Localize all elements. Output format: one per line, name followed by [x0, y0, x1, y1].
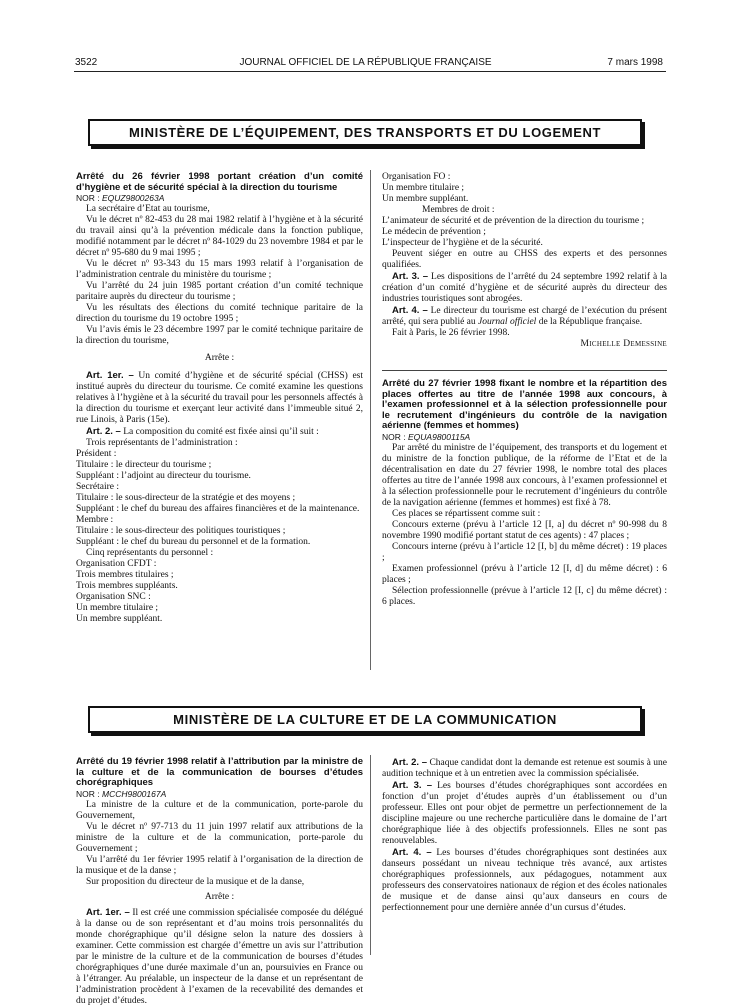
article-4 — [382, 847, 667, 914]
nor-label: NOR : — [76, 788, 100, 799]
decree-separator — [382, 370, 667, 371]
article-label: Art. 1er. – — [86, 906, 130, 918]
article-label: Art. 2. – — [86, 426, 121, 437]
nor-code: EQUA9800115A — [408, 431, 471, 442]
decree-title: Arrêté du 27 février 1998 fixant le nombre et la répartition des places offertes au titre de l’année 1998 aux concours, à l’examen professionnel et à la sélection professionnelle pour le recrutement d’ingénieurs du contrôle de la navigation aérienne (femmes et hommes) — [382, 378, 667, 431]
article-label: Art. 4. – — [392, 847, 432, 858]
article-4 — [382, 305, 667, 328]
list-line: Un membre titulaire ; — [76, 603, 159, 613]
decree-paragraph: Vu le décret nº 93-343 du 15 mars 1993 relatif à l’organisation de l’administration centrale du ministère du tourisme ; — [76, 259, 363, 280]
decree-paragraph: Sur proposition du directeur de la musique et de la danse, — [86, 876, 305, 887]
decree-title: Arrêté du 26 février 1998 portant création d’un comité d’hygiène et de sécurité spécial à la direction du tourisme — [76, 171, 363, 193]
nor-label: NOR : — [382, 431, 406, 442]
list-line: Organisation SNC : — [76, 592, 151, 602]
decree-paragraph: La ministre de la culture et de la communication, porte-parole du Gouvernement, — [76, 799, 363, 821]
list-line: Un membre suppléant. — [382, 194, 469, 204]
decree-paragraph: Sélection professionnelle (prévue à l’article 12 [I, c] du même décret) : 6 places. — [382, 585, 667, 607]
article-text: Chaque candidat dont la demande est retenue est soumis à une audition technique et à un entretien avec la commission spécialisée. — [382, 758, 667, 779]
nor-reference — [76, 789, 363, 800]
column-divider — [370, 755, 371, 955]
issue-date: 7 mars 1998 — [607, 57, 663, 68]
article-text: Il est créé une commission spécialisée composée du délégué à la danse ou de son représentant et d’au moins trois personnalités du monde chorégraphique qu’il désigne selon la nature des dossiers à examiner. Cette commission est chargée d’émettre un avis sur l’attribution par le ministre de la culture et de la communication de bourses d’études chorégraphiques d’une durée maximale d’un an, poursuivies en France ou à l’étranger. Au préalable, un inspecteur de la danse et un représentant de l’administration procèdent à l’examen de la recevabilité des demandes et du projet d’études. — [76, 907, 363, 1006]
article-text: Les bourses d’études chorégraphiques sont accordées en fonction d’un projet d’études auprès d’un établissement ou d’un professeur. Elles ont pour objet de permettre un perfectionnement de la discipline majeure ou une recherche particulière dans le domaine de l’art chorégraphique liée à des objectifs professionnels. Elles ne sont pas renouvelables. — [382, 781, 668, 846]
list-line: Trois membres suppléants. — [76, 581, 178, 591]
list-line: Trois membres titulaires ; — [76, 570, 174, 580]
list-line: Titulaire : le sous-directeur de la stratégie et des moyens ; — [76, 493, 296, 503]
list-line: Titulaire : le directeur du tourisme ; — [76, 460, 212, 470]
list-line: Un membre titulaire ; — [382, 183, 465, 193]
list-line: Organisation FO : — [382, 172, 451, 182]
nor-reference — [76, 193, 363, 204]
decree-paragraph: La secrétaire d’Etat au tourisme, — [86, 204, 210, 214]
decree-paragraph: Vu le décret nº 82-453 du 28 mai 1982 relatif à l’hygiène et à la sécurité du travail ainsi qu’à la prévention médicale dans la fonction publique, modifié notamment par le décret nº 84-1029 du 23 novembre 1984 et par le décret nº 95-680 du 9 mai 1995 ; — [76, 215, 363, 258]
list-line: Membres de droit : — [422, 205, 495, 215]
article-text: Un comité d’hygiène et de sécurité spécial (CHSS) est institué auprès du directeur du tourisme. Ce comité examine les questions relatives à l’hygiène et à la sécurité du travail pour les personnels affectés à la direction du tourisme et exerçant leur activité dans l’immeuble situé 2, rue Linois, à Paris (15e). — [76, 371, 363, 425]
arrete-heading: Arrête : — [204, 891, 235, 902]
journal-title: JOURNAL OFFICIEL DE LA RÉPUBLIQUE FRANÇAISE — [239, 57, 492, 68]
article-1 — [76, 907, 363, 1007]
article-text: Les bourses d’études chorégraphiques sont destinées aux danseurs possédant un niveau technique très avancé, aux artistes chorégraphiques professionnels, aux pédagogues, notamment aux professeurs des conservatoires nationaux de région et des écoles nationales de musique et de danse ainsi qu’aux danseurs en cours de perfectionnement pour une dernière année d’un cursus d’études. — [382, 848, 667, 913]
decree-paragraph: Concours interne (prévu à l’article 12 [I, b] du même décret) : 19 places ; — [382, 541, 667, 563]
list-line: Secrétaire : — [76, 482, 119, 492]
decree-paragraph: Vu le décret nº 97-713 du 11 juin 1997 relatif aux attributions de la ministre de la culture et de la communication, porte-parole du Gouvernement ; — [76, 821, 363, 854]
left-column-section2 — [76, 756, 363, 1006]
article-label: Art. 4. – — [392, 305, 428, 316]
list-line: Le médecin de prévention ; — [382, 227, 486, 237]
list-line: Président : — [76, 449, 117, 459]
nor-reference — [382, 432, 667, 443]
list-line: Suppléant : le chef du bureau des affaires financières et de la maintenance. — [76, 504, 360, 514]
decree-paragraph: Vu l’arrêté du 1er février 1995 relatif à l’organisation de la direction de la musique et de la danse ; — [76, 854, 363, 876]
column-divider — [370, 170, 371, 670]
header-rule — [74, 71, 666, 72]
article-label: Art. 3. – — [392, 780, 433, 791]
nor-code: MCCH9800167A — [102, 788, 167, 799]
right-column-section2 — [382, 757, 667, 957]
arrete-heading: Arrête : — [204, 353, 235, 363]
article-label: Art. 1er. – — [86, 370, 134, 381]
right-column-section1 — [382, 172, 667, 608]
decree-title: Arrêté du 19 février 1998 relatif à l’attribution par la ministre de la culture et de la communication de bourses d’études chorégraphiques — [76, 756, 363, 788]
ministry-heading-culture: MINISTÈRE DE LA CULTURE ET DE LA COMMUNICATION — [88, 706, 642, 733]
list-line: Trois représentants de l’administration : — [86, 438, 238, 448]
decree-paragraph: Concours externe (prévu à l’article 12 [I, a] du décret nº 90-998 du 8 novembre 1990 modifié portant statut de ces agents) : 47 places ; — [382, 519, 667, 541]
ministry-heading-equipement: MINISTÈRE DE L’ÉQUIPEMENT, DES TRANSPORTS ET DU LOGEMENT — [88, 119, 642, 146]
list-line: L’inspecteur de l’hygiène et de la sécurité. — [382, 238, 543, 248]
list-line: Organisation CFDT : — [76, 559, 157, 569]
article-text: Le directeur du tourisme est chargé de l’exécution du présent arrêté, qui sera publié au — [382, 306, 667, 327]
done-at: Fait à Paris, le 26 février 1998. — [392, 328, 510, 338]
article-text: La composition du comité est fixée ainsi qu’il suit : — [123, 427, 319, 437]
article-2 — [76, 426, 363, 438]
decree-paragraph: Vu les résultats des élections du comité technique paritaire de la direction du tourisme du 19 octobre 1995 ; — [76, 303, 363, 324]
article-1 — [76, 370, 363, 426]
list-line: Suppléant : le chef du bureau du personnel et de la formation. — [76, 537, 311, 547]
article-label: Art. 3. – — [392, 271, 429, 282]
list-line: Suppléant : l’adjoint au directeur du tourisme. — [76, 471, 251, 481]
list-line: Un membre suppléant. — [76, 614, 163, 624]
article-3 — [382, 271, 667, 305]
article-3 — [382, 780, 667, 847]
page-number: 3522 — [75, 57, 98, 68]
decree-paragraph: Peuvent siéger en outre au CHSS des experts et des personnes qualifiées. — [382, 249, 667, 270]
signature: Michelle Demessine — [580, 339, 667, 349]
journal-reference: Journal officiel — [478, 317, 537, 327]
nor-label: NOR : — [76, 193, 100, 203]
decree-paragraph: Ces places se répartissent comme suit : — [392, 508, 541, 519]
nor-code: EQUZ9800263A — [102, 193, 165, 203]
decree-paragraph: Par arrêté du ministre de l’équipement, des transports et du logement et du ministre de la fonction publique, de la réforme de l’Etat et de la décentralisation en date du 27 février 1998, le nombre total des places offertes au titre de l’année 1998 aux concours, à l’examen professionnel et à la sélection professionnelle pour le recrutement d’ingénieurs du contrôle de la navigation aérienne (femmes et hommes) est fixé à 78. — [382, 442, 667, 508]
decree-paragraph: Vu l’avis émis le 23 décembre 1997 par le comité technique paritaire de la direction du tourisme, — [76, 325, 363, 346]
article-2 — [382, 757, 667, 780]
left-column-section1 — [76, 172, 363, 625]
article-label: Art. 2. – — [392, 757, 427, 768]
decree-paragraph: Examen professionnel (prévu à l’article 12 [I, d] du même décret) : 6 places ; — [382, 563, 667, 585]
article-text: Les dispositions de l’arrêté du 24 septembre 1992 relatif à la création d’un comité d’hygiène et de sécurité auprès du directeur des industries touristiques sont abrogées. — [382, 272, 667, 304]
list-line: Membre : — [76, 515, 114, 525]
list-line: Cinq représentants du personnel : — [86, 548, 214, 558]
list-line: L’animateur de sécurité et de prévention de la direction du tourisme ; — [382, 216, 645, 226]
list-line: Titulaire : le sous-directeur des politiques touristiques ; — [76, 526, 286, 536]
article-text: de la République française. — [538, 317, 643, 327]
decree-paragraph: Vu l’arrêté du 24 juin 1985 portant création d’un comité technique paritaire auprès du directeur du tourisme ; — [76, 281, 363, 302]
